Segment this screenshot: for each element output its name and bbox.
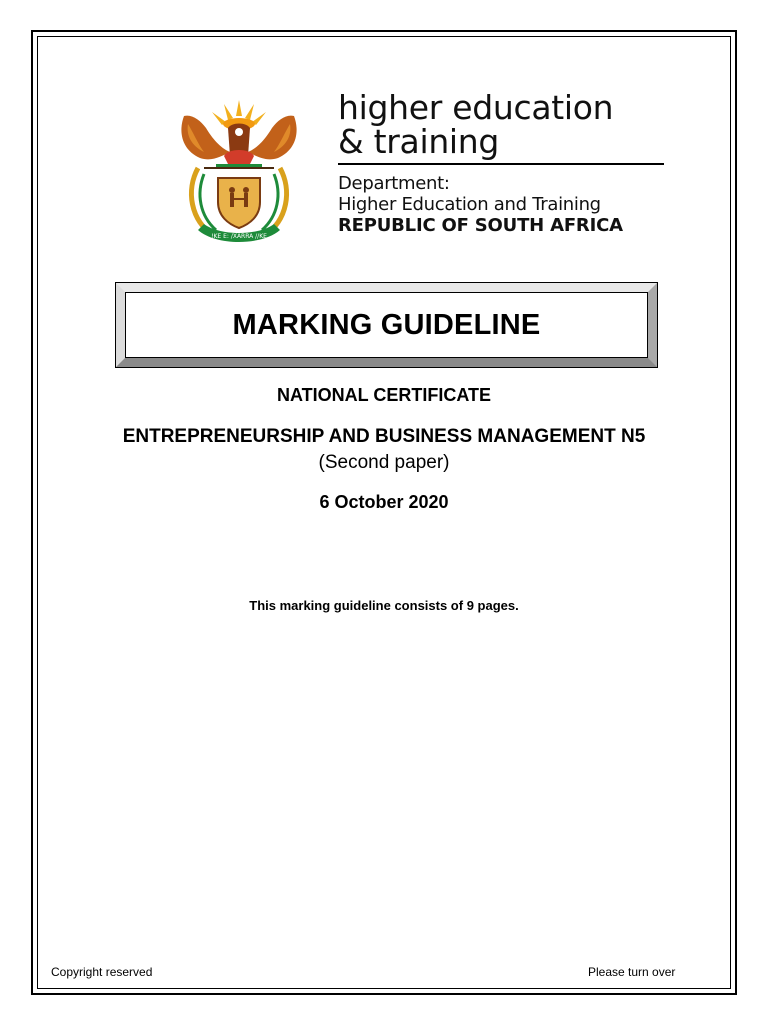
paper-subtitle: (Second paper)	[318, 452, 450, 473]
country-name: REPUBLIC OF SOUTH AFRICA	[338, 215, 623, 236]
exam-date: 6 October 2020	[319, 492, 449, 512]
department-block	[338, 173, 668, 237]
certificate-heading: NATIONAL CERTIFICATE	[277, 385, 491, 405]
brand-line-1: higher education	[338, 88, 614, 127]
document-title: MARKING GUIDELINE	[232, 308, 541, 341]
title-box-inner	[125, 292, 648, 358]
department-name: Higher Education and Training	[338, 194, 601, 215]
department-label: Department:	[338, 173, 450, 194]
subject-heading: ENTREPRENEURSHIP AND BUSINESS MANAGEMENT N5	[122, 426, 646, 447]
brand-block	[338, 88, 668, 237]
brand-divider	[338, 163, 664, 165]
pages-note: This marking guideline consists of 9 pages.	[249, 598, 519, 613]
coat-of-arms-logo	[176, 98, 302, 250]
motto-text: !KE E: /XARRA //KE	[211, 233, 267, 240]
title-box	[116, 283, 657, 367]
shield-icon	[218, 178, 260, 228]
footer-copyright: Copyright reserved	[51, 965, 153, 979]
brand-line-2: & training	[338, 122, 500, 161]
footer-turn-over: Please turn over	[588, 965, 676, 979]
